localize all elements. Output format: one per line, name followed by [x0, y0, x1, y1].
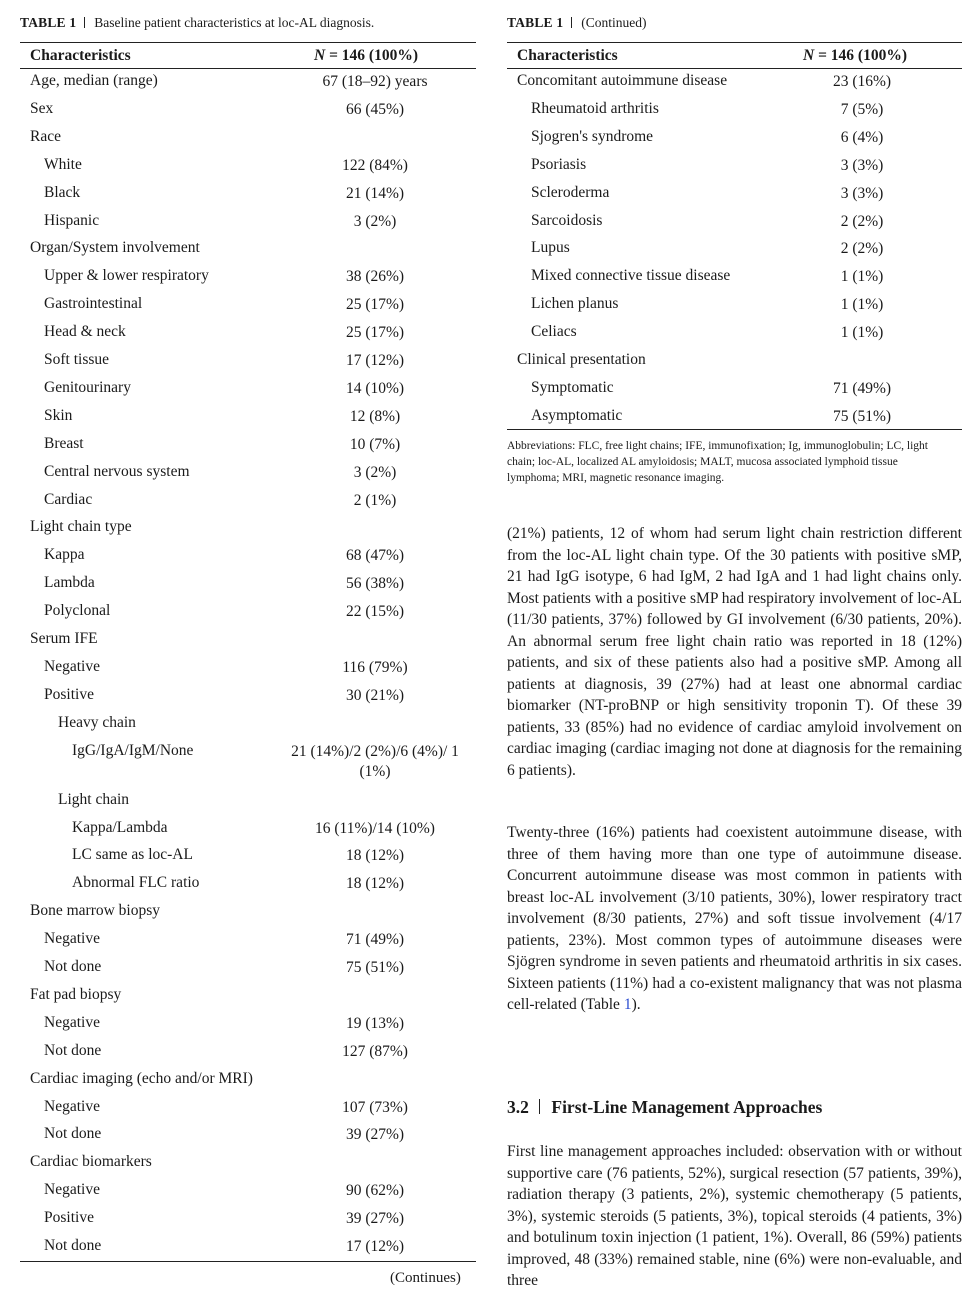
row-label: Sex	[30, 99, 54, 117]
heading-separator	[539, 1099, 541, 1114]
row-label: Positive	[44, 685, 94, 703]
row-value: 39 (27%)	[345, 1210, 405, 1228]
row-label: Cardiac	[44, 490, 93, 508]
section-heading	[507, 1097, 822, 1118]
row-label: Lupus	[531, 239, 570, 257]
row-value: 16 (11%)/14 (10%)	[315, 819, 435, 837]
row-label: Not done	[44, 1237, 102, 1254]
column-header-n: N = 146 (100%)	[803, 47, 907, 64]
row-value: 1 (1%)	[840, 296, 884, 314]
row-label: Concomitant autoimmune disease	[517, 72, 728, 89]
row-value: 2 (2%)	[840, 240, 884, 258]
row-label: Rheumatoid arthritis	[531, 99, 659, 117]
row-label: Hispanic	[44, 211, 100, 229]
row-value: 71 (49%)	[832, 379, 892, 397]
characteristics-table-continued	[507, 42, 962, 430]
row-label: Race	[30, 127, 61, 145]
row-label: Age, median (range)	[30, 72, 158, 89]
row-value: 127 (87%)	[342, 1042, 408, 1060]
table-label: TABLE 1	[507, 15, 564, 30]
row-label: Abnormal FLC ratio	[72, 874, 200, 892]
row-label: Negative	[44, 1097, 100, 1115]
row-value: 3 (2%)	[353, 212, 397, 230]
row-label: Organ/System involvement	[30, 239, 200, 257]
row-label: Sarcoidosis	[531, 211, 603, 229]
row-label: Psoriasis	[531, 155, 587, 173]
row-value: 3 (3%)	[840, 184, 884, 202]
row-value: 21 (14%)	[345, 184, 405, 202]
row-value: 10 (7%)	[349, 435, 401, 453]
row-value: 68 (47%)	[345, 547, 405, 565]
row-label: Not done	[44, 1041, 102, 1059]
row-label: Serum IFE	[30, 630, 98, 647]
row-label: Negative	[44, 930, 100, 948]
row-value: 2 (2%)	[840, 212, 884, 230]
row-value: 75 (51%)	[832, 407, 892, 425]
section-number: 3.2	[507, 1097, 529, 1117]
body-paragraph: Twenty-three (16%) patients had coexistent autoimmune disease, with three of them having more than one type of autoimmune disease. Concurrent autoimmune disease was most common in patients with breast loc-AL involvement (3/10 patients, 30%), lower respiratory tract involvement (8/30 patients, 27%) and soft tissue involvement (4/17 patients, 23%). Most common types of autoimmune diseases were Sjögren syndrome in seven patients and rheumatoid arthritis in six cases. Sixteen patients (11%) had a co-existent malignancy that was not plasma cell-related (Table 1).	[507, 824, 962, 1013]
row-label: Scleroderma	[531, 183, 610, 201]
row-label: Heavy chain	[58, 713, 136, 731]
row-value: 12 (8%)	[349, 407, 401, 425]
section-title: First-Line Management Approaches	[551, 1097, 823, 1117]
table-caption	[20, 15, 374, 31]
row-value: 3 (3%)	[840, 156, 884, 174]
body-paragraph: First line management approaches included: observation with or without supportive care (76 patients, 52%), surgical resection (57 patients, 39%), radiation therapy (3 patients, 2%), systemic chemotherapy (5 patients, 3%), systemic steroids (5 patients, 3%), topical steroids (4 patients, 3%) and botulinum toxin injection (1 patient, 1%). Overall, 86 (59%) patients improved, 48 (33%) remained stable, nine (6%) were non-evaluable, and three	[507, 1143, 962, 1289]
row-label: Fat pad biopsy	[30, 985, 122, 1003]
row-value: 1 (1%)	[840, 268, 884, 286]
caption-separator	[84, 17, 85, 28]
row-label: Lichen planus	[531, 295, 619, 313]
row-label: Cardiac biomarkers	[30, 1153, 152, 1171]
row-label: Central nervous system	[44, 462, 190, 480]
row-label: Bone marrow biopsy	[30, 902, 161, 920]
row-label: Genitourinary	[44, 378, 131, 396]
characteristics-table	[20, 42, 476, 1262]
table-header	[20, 43, 476, 69]
row-label: Head & neck	[44, 323, 126, 341]
row-label: Kappa	[44, 546, 85, 564]
row-label: Gastrointestinal	[44, 295, 143, 313]
row-label: Positive	[44, 1209, 94, 1227]
row-label: Mixed connective tissue disease	[531, 267, 731, 285]
body-paragraph: (21%) patients, 12 of whom had serum light chain restriction different from the loc-AL light chain type. Of the 30 patients with positive sMP, 21 had IgG isotype, 6 had IgM, 2 had IgA and 1 had light chains only. Most patients with a positive sMP had respiratory involvement of loc-AL (11/30 patients, 37%) followed by GI involvement (6/30 patients, 20%). An abnormal serum free light chain ratio was reported in 18 (12%) patients, and six of these patients also had a positive sMP. Among all patients at diagnosis, 39 (27%) had at least one abnormal cardiac biomarker (NT-proBNP or high sensitivity troponin T). Of these 39 patients, 33 (85%) had no evidence of cardiac amyloid involvement on cardiac imaging (cardiac imaging not done at diagnosis for the remaining 6 patients).	[507, 525, 962, 779]
row-label: Light chain	[58, 790, 130, 808]
table-header	[507, 43, 962, 69]
row-value: 30 (21%)	[345, 686, 405, 704]
row-value: 122 (84%)	[342, 156, 408, 174]
column-header-characteristics: Characteristics	[517, 47, 618, 64]
row-label: White	[44, 155, 82, 173]
row-value: 39 (27%)	[345, 1126, 405, 1144]
row-value: 2 (1%)	[353, 491, 397, 509]
row-label: Negative	[44, 1013, 100, 1031]
row-value: 3 (2%)	[353, 463, 397, 481]
row-value: 14 (10%)	[345, 379, 405, 397]
row-value: 38 (26%)	[345, 268, 405, 286]
row-label: Upper & lower respiratory	[44, 267, 209, 285]
row-value: 1 (1%)	[840, 324, 884, 342]
table-footnote: Abbreviations: FLC, free light chains; IFE, immunofixation; Ig, immunoglobulin; LC, light chain; loc-AL, localized AL amyloidosis; MALT, mucosa associated lymphoid tissue lymphoma; MRI, magnetic resonance imaging.	[507, 440, 928, 484]
row-label: Sjogren's syndrome	[531, 127, 654, 145]
row-label: Polyclonal	[44, 602, 111, 620]
row-label: Clinical presentation	[517, 351, 646, 368]
row-label: Celiacs	[531, 323, 577, 341]
row-value: 22 (15%)	[345, 603, 405, 621]
row-label: Skin	[44, 406, 73, 424]
row-label: Not done	[44, 1125, 102, 1143]
row-label: Negative	[44, 657, 100, 675]
row-label: Light chain type	[30, 518, 132, 536]
row-label: IgG/IgA/IgM/None	[72, 741, 194, 759]
row-label: Negative	[44, 1181, 100, 1199]
row-label: Soft tissue	[44, 351, 110, 368]
row-label: Cardiac imaging (echo and/or MRI)	[30, 1069, 253, 1087]
row-label: Symptomatic	[531, 378, 614, 396]
row-value: 71 (49%)	[345, 931, 405, 949]
row-value: 116 (79%)	[342, 658, 408, 676]
row-value: 90 (62%)	[345, 1182, 405, 1200]
row-label: Asymptomatic	[531, 406, 623, 424]
row-label: Lambda	[44, 574, 95, 592]
row-value: 75 (51%)	[345, 959, 405, 976]
row-value: 23 (16%)	[832, 73, 892, 90]
row-value: 17 (12%)	[345, 1238, 405, 1255]
column-header-characteristics: Characteristics	[30, 47, 131, 64]
row-value: 25 (17%)	[345, 296, 405, 314]
table-caption-continued	[507, 15, 647, 31]
row-value: 19 (13%)	[345, 1014, 405, 1032]
row-value: 25 (17%)	[345, 324, 405, 342]
continues-note: (Continues)	[390, 1270, 461, 1286]
row-label: Not done	[44, 958, 102, 975]
table-label: TABLE 1	[20, 15, 77, 30]
row-value: 21 (14%)/2 (2%)/6 (4%)/ 1 (1%)	[291, 742, 459, 780]
row-label: Breast	[44, 434, 84, 452]
column-header-n: N = 146 (100%)	[314, 47, 418, 64]
row-value: 18 (12%)	[345, 847, 405, 865]
row-label: LC same as loc-AL	[72, 846, 193, 864]
row-value: 107 (73%)	[342, 1098, 408, 1116]
row-value: 67 (18–92) years	[322, 73, 428, 90]
row-label: Black	[44, 183, 81, 201]
row-value: 7 (5%)	[840, 100, 884, 118]
table-title: (Continued)	[581, 15, 647, 30]
row-value: 66 (45%)	[345, 100, 405, 118]
row-label: Kappa/Lambda	[72, 818, 168, 836]
row-value: 17 (12%)	[345, 352, 405, 369]
table-title: Baseline patient characteristics at loc-AL diagnosis.	[94, 15, 375, 30]
row-value: 18 (12%)	[345, 875, 405, 893]
row-value: 56 (38%)	[345, 575, 405, 593]
table-reference-link[interactable]: 1	[623, 996, 632, 1013]
caption-separator	[571, 17, 572, 28]
row-value: 6 (4%)	[840, 128, 884, 146]
